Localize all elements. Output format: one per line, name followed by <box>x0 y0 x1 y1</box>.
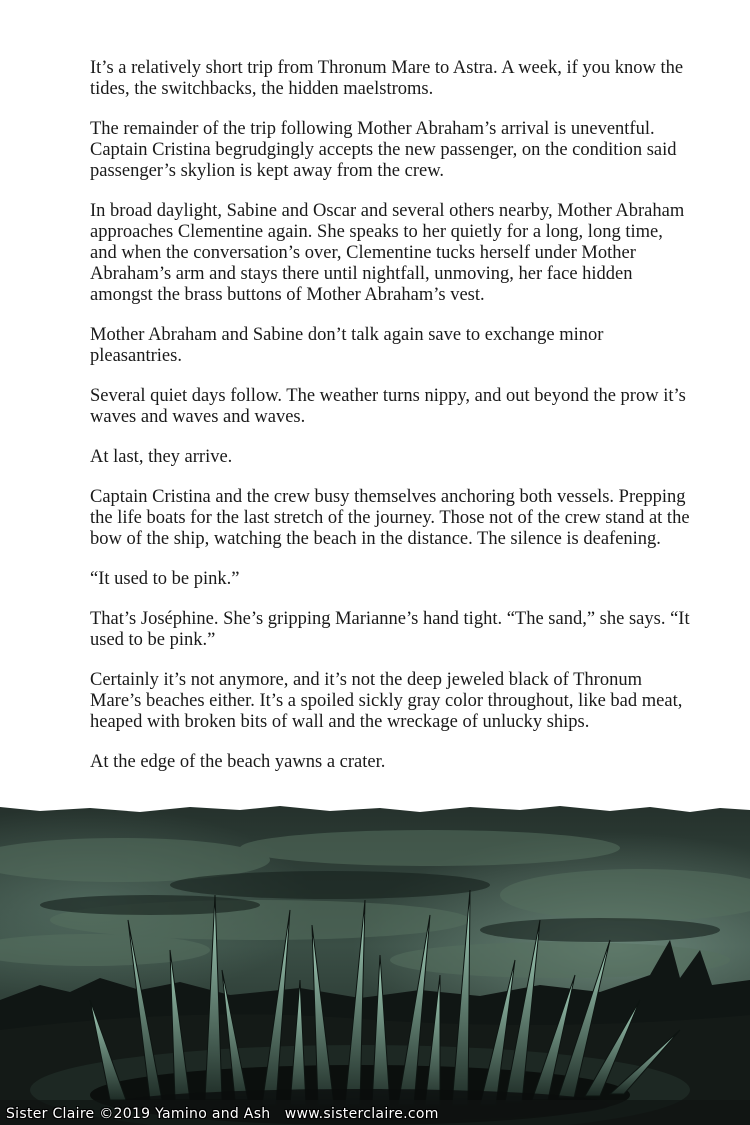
footer-credit: Sister Claire ©2019 Yamino and Ash www.sisterclaire.com <box>6 1106 439 1122</box>
crater-illustration <box>0 800 750 1125</box>
paragraph: Mother Abraham and Sabine don’t talk again save to exchange minor pleasantries. <box>90 325 604 366</box>
paragraph: The remainder of the trip following Mother Abraham’s arrival is uneventful. Captain Cristina begrudgingly accepts the new passenger, on the condition said passenger’s skylion is kept away from the crew. <box>90 119 677 181</box>
paragraph: Certainly it’s not anymore, and it’s not the deep jeweled black of Thronum Mare’s beaches either. It’s a spoiled sickly gray color throughout, like bad meat, heaped with broken bits of wall and the wreckage of unlucky ships. <box>90 670 683 732</box>
paragraph: Captain Cristina and the crew busy themselves anchoring both vessels. Prepping the life boats for the last stretch of the journey. Those not of the crew stand at the bow of the ship, watching the beach in the distance. The silence is deafening. <box>90 487 690 549</box>
crater-scene <box>0 800 750 1125</box>
paragraph: At last, they arrive. <box>90 447 233 467</box>
paragraph: That’s Joséphine. She’s gripping Marianne’s hand tight. “The sand,” she says. “It used to be pink.” <box>90 609 690 650</box>
story-text <box>90 58 690 792</box>
paragraph: “It used to be pink.” <box>90 569 240 589</box>
paragraph: In broad daylight, Sabine and Oscar and several others nearby, Mother Abraham approaches Clementine again. She speaks to her quietly for a long, long time, and when the conversation’s over, Clementine tucks herself under Mother Abraham’s arm and stays there until nightfall, unmoving, her face hidden amongst the brass buttons of Mother Abraham’s vest. <box>90 201 685 305</box>
paragraph: Several quiet days follow. The weather turns nippy, and out beyond the prow it’s waves and waves and waves. <box>90 386 686 427</box>
paragraph: It’s a relatively short trip from Thronum Mare to Astra. A week, if you know the tides, the switchbacks, the hidden maelstroms. <box>90 58 684 99</box>
paragraph: At the edge of the beach yawns a crater. <box>90 752 386 772</box>
